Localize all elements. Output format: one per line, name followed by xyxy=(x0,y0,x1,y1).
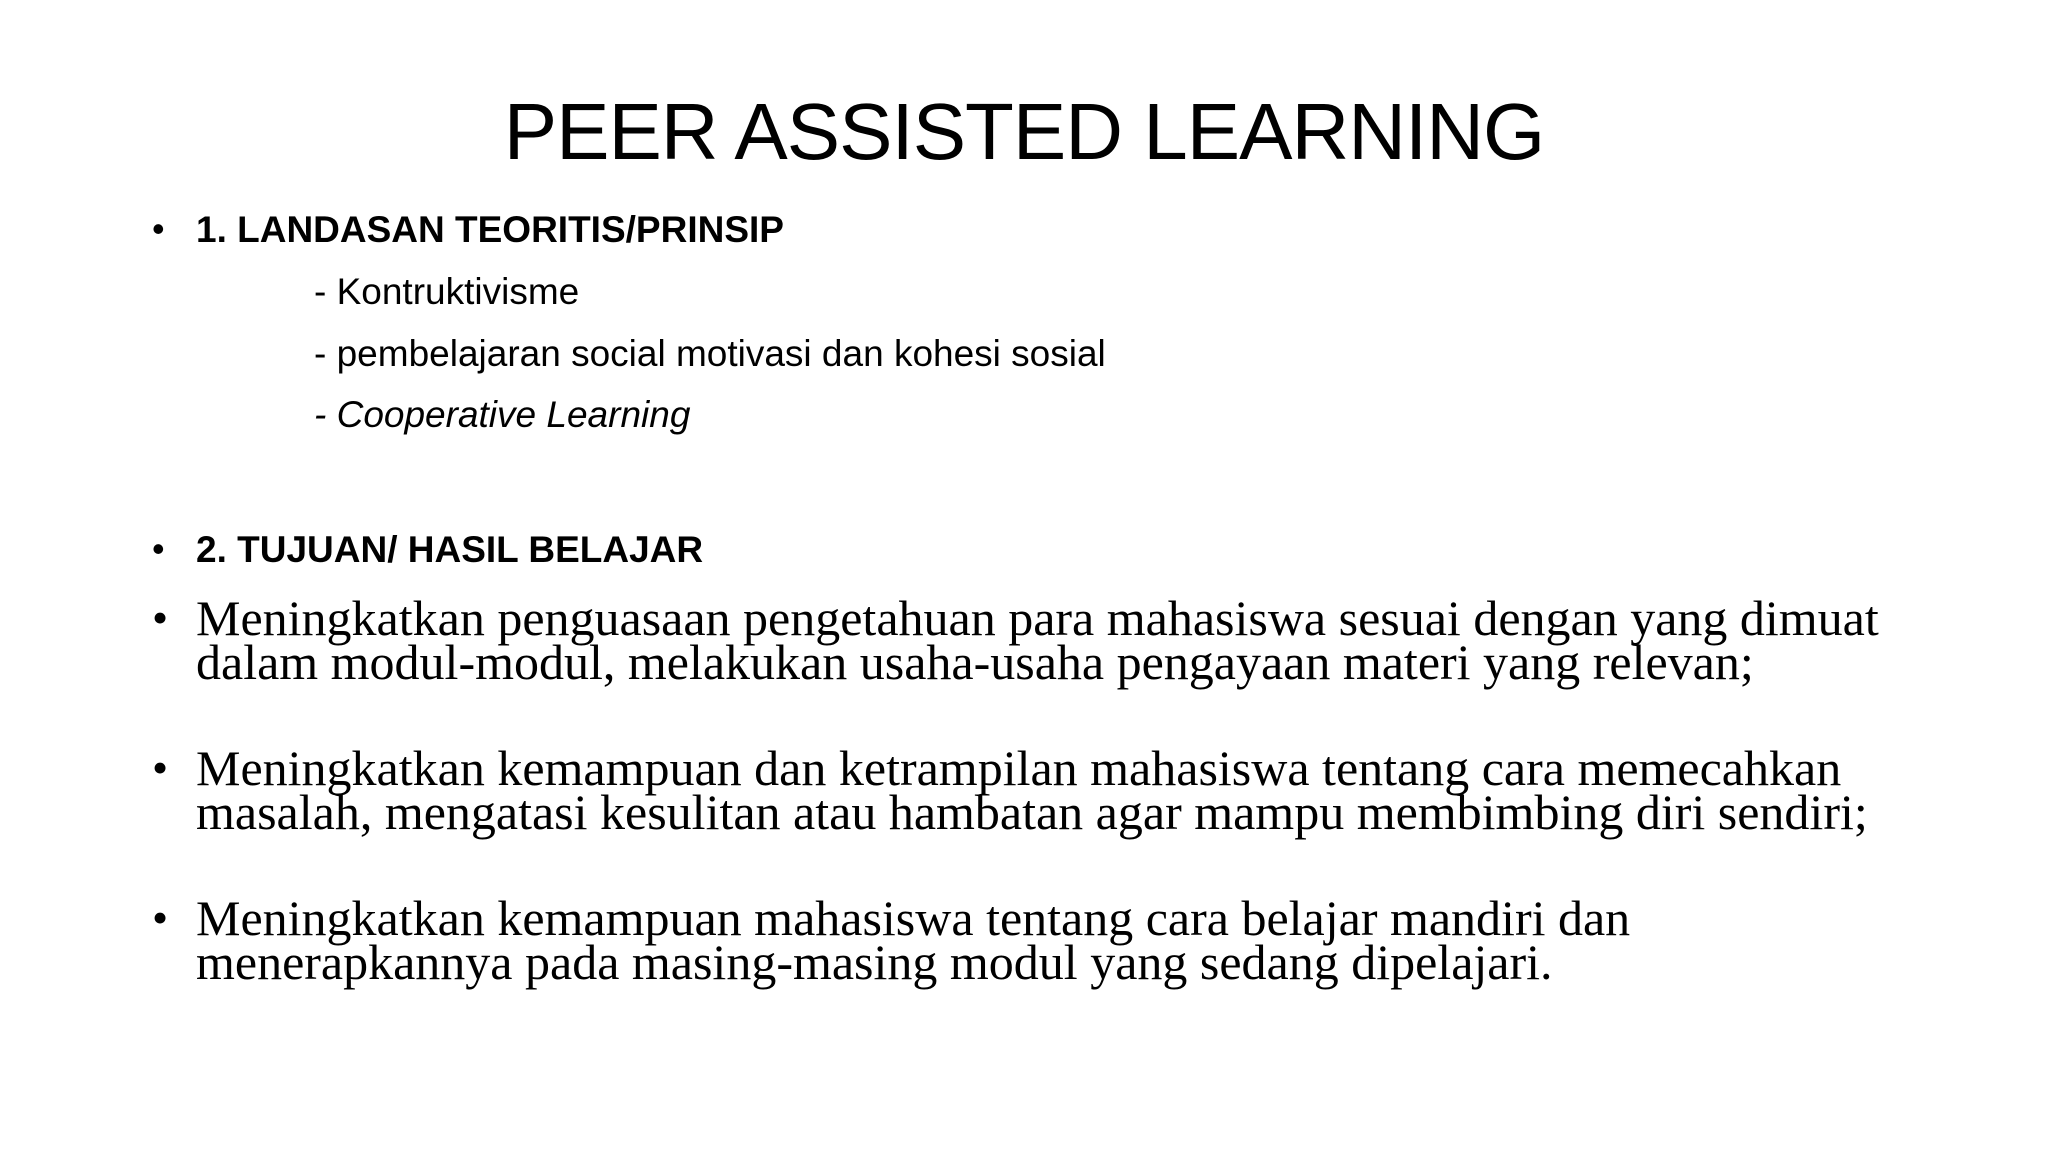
section2-point-2: Meningkatkan kemampuan dan ketrampilan mahasiswa tentang cara memecahkan masalah, mengatasi kesulitan atau hambatan agar mampu membimbing diri sendiri; xyxy=(196,740,1868,840)
section1-item-kontruktivisme: - Kontruktivisme xyxy=(314,271,580,312)
section1-item-pembelajaran: - pembelajaran social motivasi dan kohesi sosial xyxy=(314,333,1106,374)
bullet-icon: • xyxy=(152,528,165,569)
section2-heading: 2. TUJUAN/ HASIL BELAJAR xyxy=(196,529,704,570)
bullet-icon: • xyxy=(152,892,169,943)
section2-point-3: Meningkatkan kemampuan mahasiswa tentang cara belajar mandiri dan menerapkannya pada masing-masing modul yang sedang dipelajari. xyxy=(196,890,1631,990)
bullet-icon: • xyxy=(152,742,169,793)
slide-title: PEER ASSISTED LEARNING xyxy=(503,87,1545,176)
section1-heading: 1. LANDASAN TEORITIS/PRINSIP xyxy=(196,209,784,250)
bullet-icon: • xyxy=(152,592,169,643)
section1-item-cooperative: - Cooperative Learning xyxy=(314,394,691,435)
section2-point-1: Meningkatkan penguasaan pengetahuan para mahasiswa sesuai dengan yang dimuat dalam modul-modul, melakukan usaha-usaha pengayaan materi yang relevan; xyxy=(196,590,1879,690)
bullet-icon: • xyxy=(152,208,165,249)
